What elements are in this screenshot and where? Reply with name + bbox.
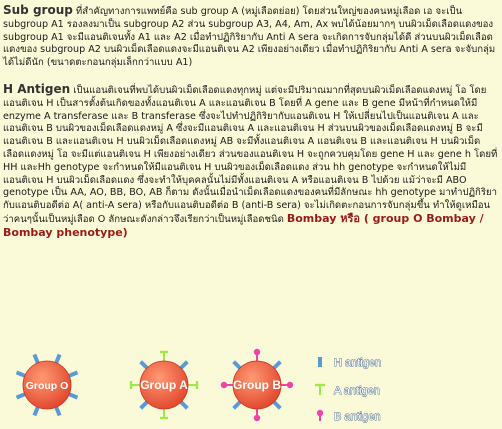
h-antigen-marker	[34, 355, 38, 364]
bombay-phenotype-highlight: Bombay หรือ ( group O Bombay / Bombay phenotype)	[3, 211, 484, 239]
legend-b-antigen	[317, 410, 381, 423]
cell-group-o	[17, 355, 78, 416]
h-antigen-paragraph	[3, 83, 499, 241]
h-antigen-marker	[141, 362, 148, 369]
legend-label: B antigen	[334, 411, 381, 423]
cell-label: Group A	[140, 378, 188, 392]
b-antigen-marker	[254, 408, 260, 421]
b-antigen-marker	[280, 382, 293, 388]
h-antigen-text: เป็นแอนติเจนที่พบได้บนผิวเม็ดเลือดแดงทุกหมู่ แต่จะมีปริมาณมากที่สุดบนผิวเม็ดเลือดแดงหมู่ โอ โดยแอนติเจน H เป็นสารตั้งต้นเกิดของทั้งแอนติเจน A และแอนติเจน B โดยที่ A gene และ B gene มีหน้าที่กำหนดให้มี enzyme A transferase และ B transferase ซึ่งจะไปทำปฏิกิริยากับแอนติเจน H ให้เปลี่ยนไปเป็นแอนติเจน A และ แอนติเจน B บนผิวของเม็ดเลือดแดงหมู่ A ซึ่งจะมีแอนติเจน A และแอนติเจน H ส่วนบนผิวของเม็ดเลือดแดงหมู่ B จะมีแอนติเจน B และแอนติเจน H บนผิวเม็ดเลือดแดงหมู่ AB จะมีทั้งแอนติเจน A แอนติเจน B และแอนติเจน H บนผิวเม็ดเลือดแดงหมู่ โอ จะมีแต่แอนติเจน H เพียงอย่างเดียว ส่วนของแอนติเจน H จะถูกควบคุมโดย gene H และ gene h โดยที่ HH และHh genotype จะกำหนดให้มีแอนติเจน H บนผิวของเม็ดเลือดแดง ส่วน hh genotype จะกำหนดให้ไม่มีแอนติเจน H บนผิวเม็ดเลือดแดง ซึ่งจะทำให้บุคคลนั้นไม่มีทั้งแอนติเจน A หรือแอนติเจน B ไปด้วย แม้ว่าจะมี ABO genotype เป็น AA, AO, BB, BO, AB ก็ตาม ดังนั้นเมื่อนำเม็ดเลือดแดงของคนที่มีลักษณะ hh genotype มาทำปฏิกิริยากับแอนติบอดีต่อ A( anti-A sera) หรือกับแอนติบอดีต่อ B (anti-B sera) จะไม่เกิดตะกอนการจับกลุ่มขึ้น ทำให้ดูเหมือนว่าคนๆนั้นเป็นหมู่เลือด O ลักษณะดังกล่าวจึงเรียกว่าเป็นหมู่เลือดชนิด	[3, 84, 498, 225]
b-antigen-marker	[254, 349, 260, 362]
article-text	[3, 4, 499, 254]
cell-label: Group B	[233, 378, 281, 392]
h-antigen-marker	[234, 362, 241, 369]
legend-a-antigen	[315, 385, 380, 397]
cell-label: Group O	[25, 380, 69, 392]
h-antigen-marker	[141, 401, 148, 408]
h-antigen-marker	[234, 401, 241, 408]
h-antigen-heading: H Antigen	[3, 81, 71, 96]
h-antigen-marker	[68, 372, 77, 376]
legend-label: H antigen	[334, 357, 382, 369]
cell-group-b	[221, 349, 293, 421]
subgroup-text: ที่สำคัญทางการแพทย์คือ sub group A (หมู่เลือดย่อย) โดยส่วนใหญ่ของคนหมู่เลือด เอ จะเป็น subgroup A1 รองลงมาเป็น subgroup A2 ส่วน subgroup A3, A4, Am, Ax พบได้น้อยมากๆ บนผิวเม็ดเลือดแดงของ subgroup A1 จะมีแอนติเจนทั้ง A1 และ A2 เมื่อทำปฏิกิริยากับ Anti A sera จะเกิดการจับกลุ่มได้ดี ส่วนบนผิวเม็ดเลือดแดงของ subgroup A2 บนผิวเม็ดเลือดแดงจะมีแอนติเจน A2 เพียงอย่างเดียว เมื่อทำปฏิกิริยากับ Anti A sera จะจับกลุ่มได้ไม่ดีนัก (ขนาดตะกอนกลุ่มเล็กกว่าแบบ A1)	[3, 6, 496, 69]
h-antigen-marker	[56, 355, 60, 364]
h-antigen-marker	[273, 362, 280, 369]
a-antigen-marker	[160, 352, 168, 362]
legend-label: A antigen	[334, 385, 380, 397]
a-antigen-marker	[187, 381, 197, 389]
h-antigen-marker	[34, 406, 38, 415]
h-antigen-marker	[180, 401, 187, 408]
subgroup-heading: Sub group	[3, 3, 73, 17]
subgroup-paragraph	[3, 4, 499, 70]
h-antigen-marker	[68, 394, 77, 398]
h-antigen-marker	[56, 406, 60, 415]
h-antigen-marker	[180, 362, 187, 369]
legend-h-antigen	[318, 357, 381, 369]
h-antigen-marker	[17, 372, 26, 376]
blood-group-diagram	[0, 340, 502, 429]
h-antigen-symbol	[318, 357, 322, 367]
h-antigen-marker	[273, 401, 280, 408]
a-antigen-marker	[160, 408, 168, 418]
cell-group-a	[131, 352, 197, 418]
h-antigen-marker	[17, 394, 26, 398]
